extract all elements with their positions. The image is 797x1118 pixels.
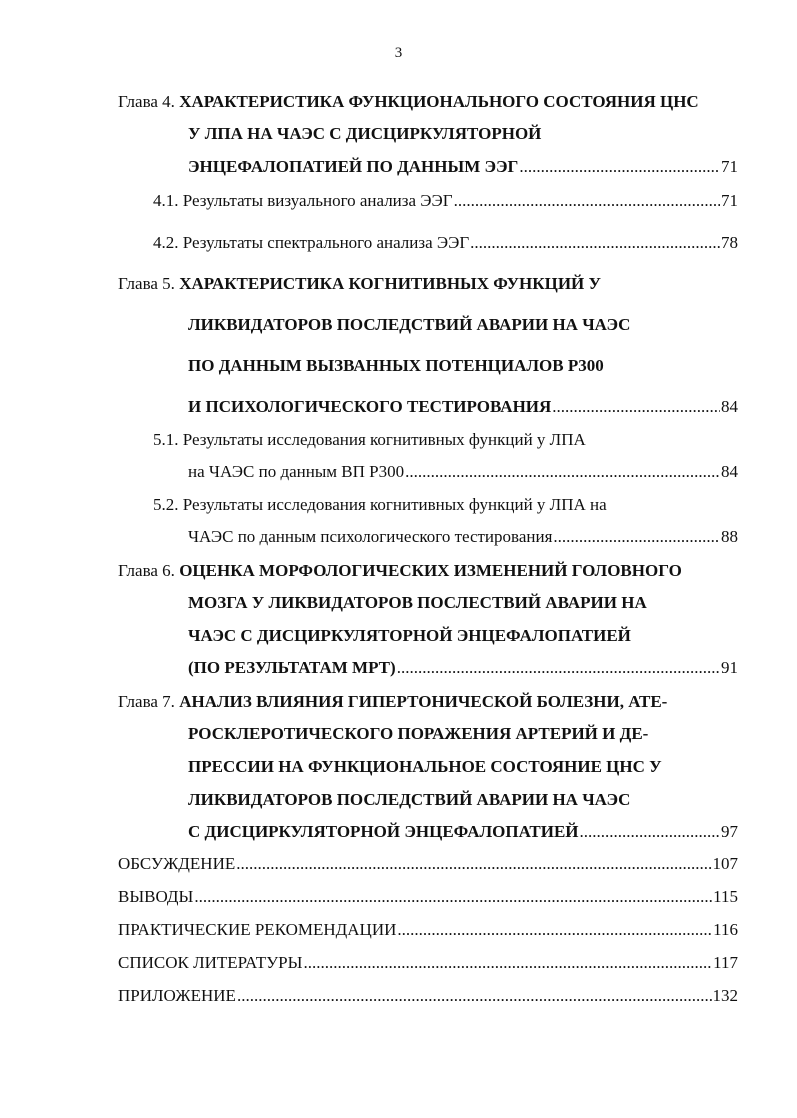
toc-chapter-5-title-text: И ПСИХОЛОГИЧЕСКОГО ТЕСТИРОВАНИЯ — [188, 397, 552, 416]
toc-discussion — [118, 853, 738, 875]
dot-leader — [397, 657, 720, 679]
toc-chapter-5-title-line-2: ЛИКВИДАТОРОВ ПОСЛЕДСТВИЙ АВАРИИ НА ЧАЭС — [188, 315, 631, 334]
toc-conclusions — [118, 886, 738, 908]
toc-chapter-5-first-line — [118, 273, 601, 295]
toc-chapter-7-title-line-1: АНАЛИЗ ВЛИЯНИЯ ГИПЕРТОНИЧЕСКОЙ БОЛЕЗНИ, АТЕ- — [179, 692, 668, 711]
toc-section-5-2-text: ЧАЭС по данным психологического тестирования — [188, 527, 553, 546]
dot-leader — [303, 952, 712, 974]
toc-chapter-5-label: Глава 5. — [118, 274, 175, 293]
toc-section-5-2-line-1: 5.2. Результаты исследования когнитивных функций у ЛПА на — [153, 495, 607, 514]
toc-chapter-4-title-line-3 — [188, 156, 738, 178]
toc-chapter-4-title-line-2: У ЛПА НА ЧАЭС С ДИСЦИРКУЛЯТОРНОЙ — [188, 124, 542, 143]
toc-references-text: СПИСОК ЛИТЕРАТУРЫ — [118, 953, 303, 972]
toc-discussion-text: ОБСУЖДЕНИЕ — [118, 854, 236, 873]
dot-leader — [454, 190, 720, 212]
toc-section-5-1-text: на ЧАЭС по данным ВП Р300 — [188, 462, 405, 481]
toc-chapter-6-title-line-4 — [188, 657, 738, 679]
toc-chapter-4-page: 71 — [721, 157, 738, 176]
toc-conclusions-text: ВЫВОДЫ — [118, 887, 194, 906]
toc-section-5-1-line-2 — [188, 461, 738, 483]
dot-leader — [236, 853, 711, 875]
toc-chapter-6-title-text: (ПО РЕЗУЛЬТАТАМ МРТ) — [188, 658, 396, 677]
dot-leader — [194, 886, 712, 908]
dot-leader — [237, 985, 712, 1007]
toc-discussion-page: 107 — [712, 854, 738, 873]
toc-section-4-1-page: 71 — [721, 191, 738, 210]
toc-section-5-1-line-1: 5.1. Результаты исследования когнитивных функций у ЛПА — [153, 430, 586, 449]
toc-section-4-2-page: 78 — [721, 233, 738, 252]
toc-section-5-1-page: 84 — [721, 462, 738, 481]
toc-chapter-5-title-line-1: ХАРАКТЕРИСТИКА КОГНИТИВНЫХ ФУНКЦИЙ У — [179, 274, 601, 293]
toc-chapter-7-title-line-4: ЛИКВИДАТОРОВ ПОСЛЕДСТВИЙ АВАРИИ НА ЧАЭС — [188, 790, 631, 809]
toc-chapter-7-title-line-3: ПРЕССИИ НА ФУНКЦИОНАЛЬНОЕ СОСТОЯНИЕ ЦНС У — [188, 757, 662, 776]
toc-references-page: 117 — [713, 953, 738, 972]
toc-chapter-5-title-line-4 — [188, 396, 738, 418]
toc-chapter-7-title-text: С ДИСЦИРКУЛЯТОРНОЙ ЭНЦЕФАЛОПАТИЕЙ — [188, 822, 579, 841]
page-number: 3 — [394, 45, 403, 61]
toc-chapter-6-label: Глава 6. — [118, 561, 175, 580]
toc-chapter-6-title-line-3: ЧАЭС С ДИСЦИРКУЛЯТОРНОЙ ЭНЦЕФАЛОПАТИЕЙ — [188, 626, 631, 645]
toc-appendix — [118, 985, 738, 1007]
toc-chapter-7-title-line-2: РОСКЛЕРОТИЧЕСКОГО ПОРАЖЕНИЯ АРТЕРИЙ И ДЕ- — [188, 724, 649, 743]
toc-chapter-4-title-line-1: ХАРАКТЕРИСТИКА ФУНКЦИОНАЛЬНОГО СОСТОЯНИЯ ЦНС — [179, 92, 699, 111]
toc-chapter-6-first-line — [118, 560, 682, 582]
toc-conclusions-page: 115 — [713, 887, 738, 906]
toc-chapter-4-first-line — [118, 91, 699, 113]
dot-leader — [580, 821, 720, 843]
toc-section-4-1-text: 4.1. Результаты визуального анализа ЭЭГ — [153, 191, 453, 210]
toc-chapter-5-title-line-3: ПО ДАННЫМ ВЫЗВАННЫХ ПОТЕНЦИАЛОВ Р300 — [188, 356, 604, 375]
dot-leader — [397, 919, 712, 941]
toc-references — [118, 952, 738, 974]
toc-chapter-7-first-line — [118, 691, 667, 713]
toc-chapter-6-page: 91 — [721, 658, 738, 677]
toc-chapter-7-label: Глава 7. — [118, 692, 175, 711]
toc-recommendations — [118, 919, 738, 941]
toc-chapter-7-title-line-5 — [188, 821, 738, 843]
toc-appendix-text: ПРИЛОЖЕНИЕ — [118, 986, 236, 1005]
toc-section-5-2-page: 88 — [721, 527, 738, 546]
dot-leader — [552, 396, 720, 418]
toc-section-4-1 — [153, 190, 738, 212]
toc-chapter-4-title-text: ЭНЦЕФАЛОПАТИЕЙ ПО ДАННЫМ ЭЭГ — [188, 157, 519, 176]
toc-chapter-7-page: 97 — [721, 822, 738, 841]
toc-section-4-2-text: 4.2. Результаты спектрального анализа ЭЭГ — [153, 233, 470, 252]
toc-chapter-6-title-line-1: ОЦЕНКА МОРФОЛОГИЧЕСКИХ ИЗМЕНЕНИЙ ГОЛОВНОГО — [179, 561, 682, 580]
dot-leader — [553, 526, 720, 548]
toc-recommendations-text: ПРАКТИЧЕСКИЕ РЕКОМЕНДАЦИИ — [118, 920, 397, 939]
toc-section-4-2 — [153, 232, 738, 254]
toc-chapter-4-label: Глава 4. — [118, 92, 175, 111]
toc-appendix-page: 132 — [712, 986, 738, 1005]
dot-leader — [470, 232, 720, 254]
toc-chapter-5-page: 84 — [721, 397, 738, 416]
dot-leader — [519, 156, 720, 178]
toc-recommendations-page: 116 — [713, 920, 738, 939]
toc-section-5-2-line-2 — [188, 526, 738, 548]
dot-leader — [405, 461, 720, 483]
toc-chapter-6-title-line-2: МОЗГА У ЛИКВИДАТОРОВ ПОСЛЕСТВИЙ АВАРИИ НА — [188, 593, 647, 612]
